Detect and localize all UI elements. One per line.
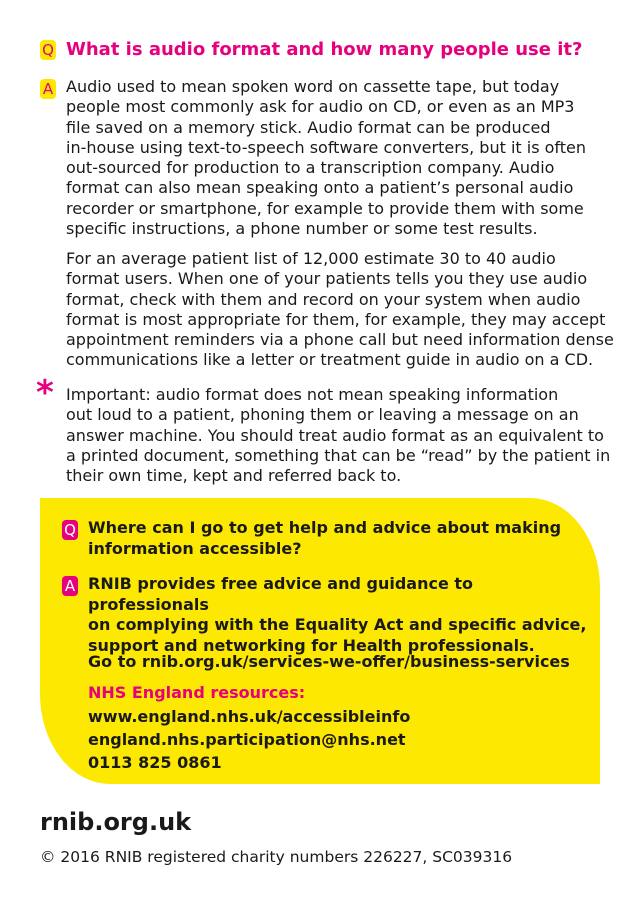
text-line: answer machine. You should treat audio format as an equivalent to [66, 425, 604, 445]
text-line: people most commonly ask for audio on CD, or even as an MP3 [66, 97, 575, 117]
text-line: recorder or smartphone, for example to provide them with some [66, 198, 584, 218]
copyright-text: © 2016 RNIB registered charity numbers 226227, SC039316 [40, 848, 513, 866]
panel-answer [88, 574, 588, 656]
text-line: format is most appropriate for them, for example, they may accept [66, 309, 606, 329]
text-line: in-house using text-to-speech software converters, but it is often [66, 137, 587, 157]
question-heading: What is audio format and how many people use it? [66, 39, 583, 60]
text-line: their own time, kept and referred back to. [66, 466, 402, 486]
text-line: RNIB provides free advice and guidance to professionals [88, 574, 473, 614]
text-line: appointment reminders via a phone call but need information dense [66, 330, 614, 350]
text-line: a printed document, something that can be “read” by the patient in [66, 445, 611, 465]
text-line: format users. When one of your patients tells you they use audio [66, 269, 588, 289]
answer-badge: A [62, 576, 78, 596]
text-line: information accessible? [88, 538, 302, 558]
text-line: out-sourced for production to a transcription company. Audio [66, 158, 555, 178]
text-line: file saved on a memory stick. Audio format can be produced [66, 117, 551, 137]
text-line: specific instructions, a phone number or some test results. [66, 219, 538, 239]
question-badge: Q [62, 520, 78, 540]
text-line: on complying with the Equality Act and specific advice, [88, 615, 587, 634]
text-line: For an average patient list of 12,000 estimate 30 to 40 audio [66, 249, 556, 268]
text-line: Where can I go to get help and advice about making [88, 518, 562, 537]
text-line: format, check with them and record on your system when audio [66, 289, 581, 309]
answer-paragraph-1 [66, 77, 626, 239]
footer-url-link[interactable]: rnib.org.uk [40, 808, 192, 836]
question-badge: Q [40, 40, 56, 60]
help-panel [40, 498, 600, 784]
text-line: format can also mean speaking onto a patient’s personal audio [66, 178, 574, 198]
important-note [66, 385, 626, 486]
nhs-email-link[interactable]: england.nhs.participation@nhs.net [88, 730, 406, 749]
text-line: communications like a letter or treatment guide in audio on a CD. [66, 350, 594, 370]
text-line: Audio used to mean spoken word on cassette tape, but today [66, 77, 560, 96]
text-line: out loud to a patient, phoning them or leaving a message on an [66, 405, 579, 425]
nhs-phone: 0113 825 0861 [88, 753, 222, 772]
rnib-link[interactable]: Go to rnib.org.uk/services-we-offer/business-services [88, 652, 570, 671]
answer-paragraph-2 [66, 249, 626, 371]
panel-question [88, 518, 588, 559]
answer-badge: A [40, 79, 56, 99]
text-line: Important: audio format does not mean speaking information [66, 385, 559, 404]
text-line: support and networking for Health professionals. [88, 635, 535, 655]
nhs-heading: NHS England resources: [88, 683, 306, 702]
asterisk-icon: * [36, 373, 54, 413]
nhs-url-link[interactable]: www.england.nhs.uk/accessibleinfo [88, 707, 411, 726]
